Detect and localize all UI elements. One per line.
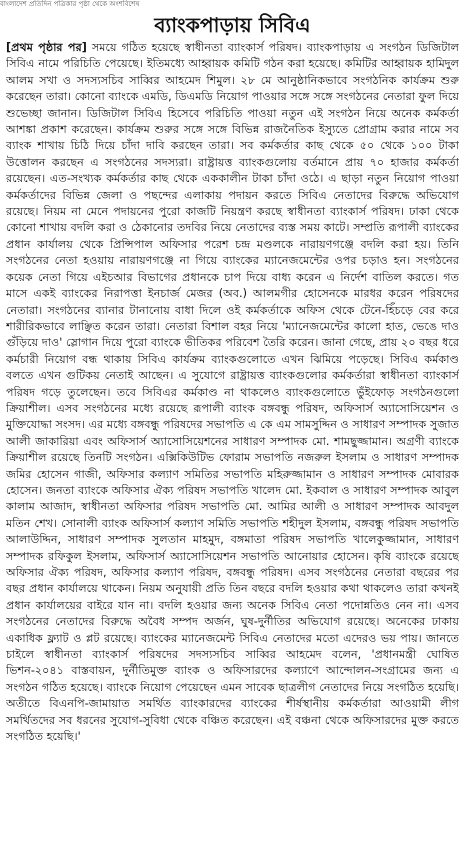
continuation-kicker: [প্রথম পৃষ্ঠার পর] <box>6 41 87 54</box>
top-cropped-text-strip: বাংলাদেশ প্রতিদিন পত্রিকার পৃষ্ঠা থেকে অংশবিশেষ <box>0 0 140 8</box>
article-text: সময়ে গঠিত হয়েছে স্বাধীনতা ব্যাংকার্স পরিষদ। ব্যাংকপাড়ায় এ সংগঠন ডিজিটাল সিবিএ নামে পরিচিতি পেয়েছে। ইতিমধ্যে আহ্বায়ক কমিটি গঠন করা হয়েছে। কমিটির আহ্বায়ক হামিদুল আলম সখা ও সদস্যসচিব সাব্বির আহমেদ শিমুল। ২৮ মে আনুষ্ঠানিকভাবে সংগঠনিক কার্যক্রম শুরু করেছেন তারা। কোনো ব্যাংকে এমডি, ডিএমডি নিয়োগ পাওয়ার সঙ্গে সঙ্গে সংগঠনের নেতারা ফুল দিয়ে শুভেচ্ছা জানান। ডিজিটাল সিবিএ হিসেবে পরিচিতি পাওয়া নতুন এই সংগঠন নিয়ে অনেক কর্মকর্তা আশঙ্কা প্রকাশ করেছেন। কার্যক্রম শুরুর সঙ্গে সঙ্গে বিভিন্ন রাজনৈতিক ইস্যুতে প্রোগ্রাম করার নামে সব ব্যাংক শাখায় চিঠি দিয়ে চাঁদা দাবি করছেন তারা। সব কর্মকর্তার কাছ থেকে ৫০ থেকে ১০০ টাকা উত্তোলন করছেন এ সংগঠনের সদস্যরা। রাষ্ট্রায়ত্ত ব্যাংকগুলোয় বর্তমানে প্রায় ৭০ হাজার কর্মকর্তা রয়েছেন। এত-সংখ্যক কর্মকর্তার কাছ থেকে এককালীন টাকা চাঁদা ওঠে। এ ছাড়া নতুন নিয়োগ পাওয়া কর্মকর্তাদের বিভিন্ন জেলা ও পছন্দের এলাকায় পদায়ন করতে সিবিএ নেতাদের বিরুদ্ধে অভিযোগ রয়েছে। নিয়ম না মেনে পদায়নের পুরো কাজটি নিয়ন্ত্রণ করছে স্বাধীনতা ব্যাংকার্স পরিষদ। ঢাকা থেকে কোনো শাখায় বদলি করা ও ঠেকানোর তদবির নিয়ে নেতাদের ব্যস্ত সময় কাটে। সম্প্রতি রূপালী ব্যাংকের প্রধান কার্যালয় থেকে প্রিন্সিপাল অফিসার পরেশ চন্দ্র মণ্ডলকে নারায়ণগঞ্জে বদলি করা হয়। তিনি সংগঠনের নেতা হওয়ায় নারায়ণগঞ্জে না গিয়ে ব্যাংকের ম্যানেজমেন্টের ওপর চড়াও হন। সংগঠনের কয়েক নেতা গিয়ে এইচআর বিভাগের প্রধানকে চাপ দিয়ে বাধ্য করেন এ নির্দেশ বাতিল করতে। গত মাসে একই ব্যাংকের নিরাপত্তা ইনচার্জ মেজর (অব.) আলমগীর হোসেনকে মারধর করেন পরিষদের নেতারা। সংগঠনের ব্যানার টানানোয় বাধা দিলে ওই কর্মকর্তাকে অফিস থেকে টেনে-হিঁচড়ে বের করে শারীরিকভাবে লাঞ্ছিত করেন তারা। নেতারা বিশাল বহর নিয়ে 'ম্যানেজমেন্টের কালো হাত, ভেঙে দাও গুঁড়িয়ে দাও' স্লোগান দিয়ে পুরো ব্যাংকে ভীতিকর পরিবেশ তৈরি করেন। জানা গেছে, প্রায় ২০ বছর ধরে কর্মচারী নিয়োগ বন্ধ থাকায় সিবিএ কার্যক্রম ব্যাংকগুলোতে এখন ঝিমিয়ে পড়েছে। সিবিএ কর্মকাণ্ড বলতে এখন গুটিকয় নেতাই আছেন। এ সুযোগে রাষ্ট্রায়ত্ত ব্যাংকগুলোর কর্মকর্তারা স্বাধীনতা ব্যাংকার্স পরিষদ গড়ে তুলেছেন। তবে সিবিএর কর্মকাণ্ড না থাকলেও ব্যাংকগুলোতে ভুঁইফোড় সংগঠনগুলো ক্রিয়াশীল। এসব সংগঠনের মধ্যে রয়েছে রূপালী ব্যাংক বঙ্গবন্ধু পরিষদ, অফিসার্স অ্যাসোসিয়েশন ও মুক্তিযোদ্ধা সংসদ। এর মধ্যে বঙ্গবন্ধু পরিষদের সভাপতি এ কে এম সামসুদ্দিন ও সাধারণ সম্পাদক সুজাত আলী জাকারিয়া এবং অফিসার্স অ্যাসোসিয়েশনের সাধারণ সম্পাদক মো. শামছুজ্জামান। অগ্রণী ব্যাংকে ক্রিয়াশীল রয়েছে তিনটি সংগঠন। এক্সিকিউটিভ ফোরাম সভাপতি নজরুল ইসলাম ও সাধারণ সম্পাদক জমির হোসেন গাজী, অফিসার কল্যাণ সমিতির সভাপতি মহিরুজ্জামান ও সাধারণ সম্পাদক মোবারক হোসেন। জনতা ব্যাংকে অফিসার ঐক্য পরিষদ সভাপতি খালেদ মো. ইকবাল ও সাধারণ সম্পাদক আবুল কালাম আজাদ, স্বাধীনতা অফিসার পরিষদ সভাপতি মো. আমির আলী ও সাধারণ সম্পাদক আবদুল মতিন শেখ। সোনালী ব্যাংক অফিসার্স কল্যাণ সমিতি সভাপতি শহীদুল ইসলাম, বঙ্গবন্ধু পরিষদ সভাপতি আলাউদ্দিন, সাধারণ সম্পাদক সুলতান মাহমুদ, বঙ্গমাতা পরিষদ সভাপতি খালেকুজ্জামান, সাধারণ সম্পাদক রফিকুল ইসলাম, অফিসার্স অ্যাসোসিয়েশন সভাপতি আনোয়ার হোসেন। কৃষি ব্যাংকে রয়েছে অফিসার ঐক্য পরিষদ, অফিসার কল্যাণ পরিষদ, বঙ্গবন্ধু পরিষদ। এসব সংগঠনের নেতারা বছরের পর বছর প্রধান কার্যালয়ে থাকেন। নিয়ম অনুযায়ী প্রতি তিন বছরে বদলি হওয়ার কথা থাকলেও তারা কখনই প্রধান কার্যালয়ের বাইরে যান না। বদলি হওয়ার জন্য অনেক সিবিএ নেতা পদোন্নতিও নেন না। এসব সংগঠনের নেতাদের বিরুদ্ধে অবৈধ সম্পদ অর্জন, ঘুষ-দুর্নীতির অভিযোগ রয়েছে। অনেকের ঢাকায় একাধিক ফ্ল্যাট ও প্লট রয়েছে। ব্যাংকের ম্যানেজমেন্ট সিবিএ নেতাদের মতো এদেরও ভয় পায়। জানতে চাইলে স্বাধীনতা ব্যাংকার্স পরিষদের সদস্যসচিব সাব্বির আহমেদ বলেন, 'প্রধানমন্ত্রী ঘোষিত ভিশন-২০৪১ বাস্তবায়ন, দুর্নীতিমুক্ত ব্যাংক ও অফিসারদের কল্যাণে আন্দোলন-সংগ্রামের জন্য এ সংগঠন গঠিত হয়েছে। ব্যাংকে নিয়োগ পেয়েছেন এমন সাবেক ছাত্রলীগ নেতাদের নিয়ে সংগঠিত হয়েছি। অতীতে বিএনপি-জামায়াত সমর্থিত ব্যাংকারদের ব্যাংকের শীর্ষস্থানীয় কর্মকর্তারা আওয়ামী লীগ সমর্থিতদের সব ধরনের সুযোগ-সুবিধা থেকে বঞ্চিত করেছেন। এই বঞ্চনা থেকে অফিসারদের মুক্ত করতে সংগঠিত হয়েছি।' <box>6 41 459 744</box>
article-body <box>6 40 459 863</box>
article-headline: ব্যাংকপাড়ায় সিবিএ <box>154 13 311 37</box>
